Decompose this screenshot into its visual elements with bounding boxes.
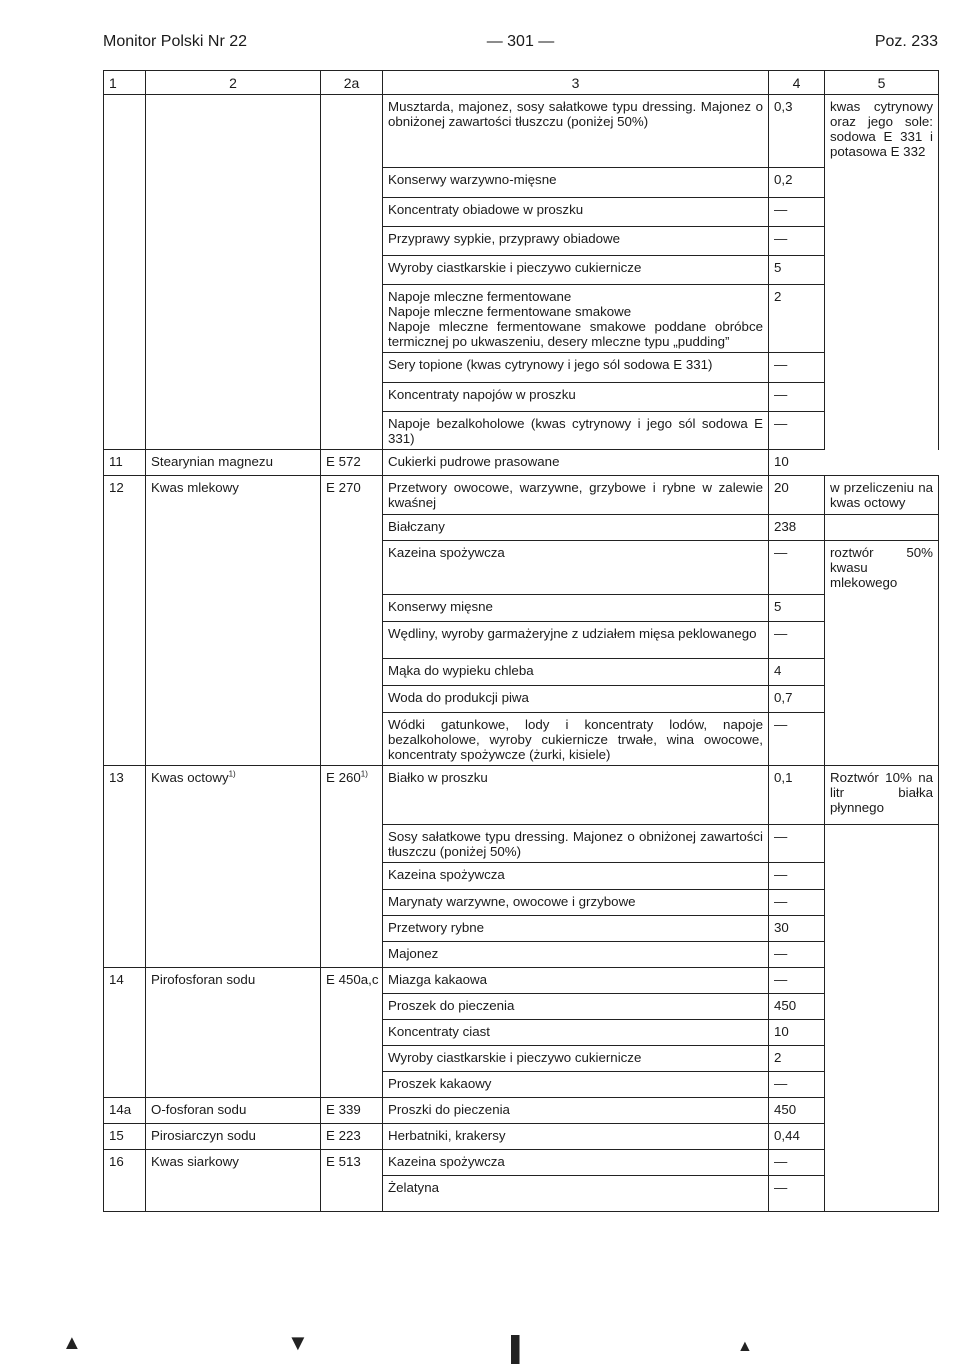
- product-group: Wędliny, wyroby garmażeryjne z udziałem mięsa peklowanego: [383, 622, 769, 659]
- e-code: [321, 1124, 383, 1150]
- column-header-row: [104, 71, 939, 95]
- additive-number: [104, 95, 146, 450]
- product-group: Herbatniki, krakersy: [383, 1124, 769, 1150]
- max-concentration: 0,3: [769, 95, 825, 168]
- max-concentration: 450: [769, 1098, 825, 1124]
- max-concentration: 2: [769, 1046, 825, 1072]
- max-concentration: —: [769, 622, 825, 659]
- additive-number: 13: [104, 766, 146, 968]
- max-concentration: —: [769, 383, 825, 412]
- product-group: Białko w proszku: [383, 766, 769, 825]
- e-code: [321, 1098, 383, 1124]
- product-group: Przetwory owocowe, warzywne, grzybowe i rybne w zalewie kwaśnej: [383, 476, 769, 515]
- product-group: Cukierki pudrowe prasowane: [383, 450, 769, 476]
- product-group: Koncentraty ciast: [383, 1020, 769, 1046]
- additive-number: 14a: [104, 1098, 146, 1124]
- additive-number: 16: [104, 1150, 146, 1212]
- max-concentration: —: [769, 412, 825, 450]
- additive-number: 14: [104, 968, 146, 1098]
- column-header: 2: [146, 71, 321, 95]
- product-group: Żelatyna: [383, 1176, 769, 1212]
- product-group: Wyroby ciastkarskie i pieczywo cukiernicze: [383, 1046, 769, 1072]
- max-concentration: —: [769, 1176, 825, 1212]
- publication-title: Monitor Polski Nr 22: [103, 33, 248, 50]
- column-header: 5: [825, 71, 939, 95]
- max-concentration: 5: [769, 595, 825, 622]
- table-row: [104, 476, 939, 515]
- footnote-ref: 1): [360, 769, 368, 779]
- product-group: Mąka do wypieku chleba: [383, 659, 769, 686]
- scan-mark: ▲: [737, 1338, 753, 1355]
- max-concentration: 0,7: [769, 686, 825, 713]
- product-group: Wódki gatunkowe, lody i koncentraty lodów, napoje bezalkoholowe, wyroby cukiernicze trwałe, wina owocowe, koncentraty spożywcze (żurki, kisiele): [383, 713, 769, 766]
- product-group: Konserwy warzywno-mięsne: [383, 168, 769, 198]
- remarks: Roztwór 10% na litr białka płynnego: [825, 766, 939, 825]
- additive-number: 15: [104, 1124, 146, 1150]
- max-concentration: —: [769, 1072, 825, 1098]
- column-header: 1: [104, 71, 146, 95]
- e-code-text: E 450a,c: [326, 972, 379, 987]
- product-group: Koncentraty napojów w proszku: [383, 383, 769, 412]
- additive-name: [146, 1124, 321, 1150]
- product-group: Sery topione (kwas cytrynowy i jego sól sodowa E 331): [383, 353, 769, 383]
- scan-mark: ▲: [62, 1332, 82, 1354]
- e-code-text: E 223: [326, 1128, 361, 1143]
- max-concentration: —: [769, 890, 825, 916]
- max-concentration: —: [769, 825, 825, 863]
- product-group: Woda do produkcji piwa: [383, 686, 769, 713]
- table-row: [104, 1124, 939, 1150]
- product-group: Przyprawy sypkie, przyprawy obiadowe: [383, 227, 769, 256]
- table-row: [104, 1150, 939, 1176]
- additive-name: [146, 968, 321, 1098]
- additive-name: [146, 476, 321, 766]
- table-row: [104, 1098, 939, 1124]
- max-concentration: 0,1: [769, 766, 825, 825]
- page-header: [103, 30, 938, 56]
- max-concentration: 5: [769, 256, 825, 285]
- additives-table: [103, 70, 939, 1212]
- product-group: Miazga kakaowa: [383, 968, 769, 994]
- additive-name: [146, 1150, 321, 1212]
- max-concentration: —: [769, 353, 825, 383]
- max-concentration: 20: [769, 476, 825, 515]
- e-code-text: E 513: [326, 1154, 361, 1169]
- max-concentration: —: [769, 198, 825, 227]
- max-concentration: 450: [769, 994, 825, 1020]
- product-group: Majonez: [383, 942, 769, 968]
- product-group: Przetwory rybne: [383, 916, 769, 942]
- product-group: Proszek do pieczenia: [383, 994, 769, 1020]
- product-group: Kazeina spożywcza: [383, 1150, 769, 1176]
- table-row: [104, 95, 939, 168]
- product-group: Napoje bezalkoholowe (kwas cytrynowy i jego sól sodowa E 331): [383, 412, 769, 450]
- additive-name-text: Kwas siarkowy: [151, 1154, 239, 1169]
- additive-name: [146, 95, 321, 450]
- max-concentration: 10: [769, 1020, 825, 1046]
- table-row: [104, 450, 939, 476]
- product-group: Konserwy mięsne: [383, 595, 769, 622]
- column-header: 2a: [321, 71, 383, 95]
- product-group: Marynaty warzywne, owocowe i grzybowe: [383, 890, 769, 916]
- remarks: w przeliczeniu na kwas octowy: [825, 476, 939, 515]
- additive-name-text: Kwas mlekowy: [151, 480, 239, 495]
- additive-name: [146, 450, 321, 476]
- remarks: roztwór 50% kwasu mlekowego: [825, 541, 939, 766]
- product-group: Sosy sałatkowe typu dressing. Majonez o obniżonej zawartości tłuszczu (poniżej 50%): [383, 825, 769, 863]
- max-concentration: —: [769, 541, 825, 595]
- max-concentration: —: [769, 863, 825, 890]
- additive-name: [146, 766, 321, 968]
- e-code: [321, 95, 383, 450]
- e-code: [321, 476, 383, 766]
- e-code-text: E 572: [326, 454, 361, 469]
- additive-name-text: Stearynian magnezu: [151, 454, 273, 469]
- max-concentration: 2: [769, 285, 825, 353]
- additive-number: 11: [104, 450, 146, 476]
- e-code-text: E 339: [326, 1102, 361, 1117]
- e-code-text: E 270: [326, 480, 361, 495]
- max-concentration: 0,44: [769, 1124, 825, 1150]
- e-code: [321, 766, 383, 968]
- table-row: [104, 968, 939, 994]
- product-group: Koncentraty obiadowe w proszku: [383, 198, 769, 227]
- product-group: Proszki do pieczenia: [383, 1098, 769, 1124]
- max-concentration: 30: [769, 916, 825, 942]
- table-row: [104, 766, 939, 825]
- additive-name-text: Pirofosforan sodu: [151, 972, 256, 987]
- e-code: [321, 450, 383, 476]
- product-group: Musztarda, majonez, sosy sałatkowe typu dressing. Majonez o obniżonej zawartości tłuszczu (poniżej 50%): [383, 95, 769, 168]
- footnote-ref: 1): [228, 769, 236, 779]
- page-number: — 301 —: [486, 33, 555, 50]
- remarks: [825, 825, 939, 1212]
- max-concentration: 238: [769, 515, 825, 541]
- e-code: [321, 968, 383, 1098]
- max-concentration: —: [769, 942, 825, 968]
- product-group: Napoje mleczne fermentowane Napoje mleczne fermentowane smakowe Napoje mleczne fermentowane smakowe poddane obróbce termicznej po ukwaszeniu, desery mleczne typu „pudding”: [383, 285, 769, 353]
- remarks: kwas cytrynowy oraz jego sole: sodowa E 331 i potasowa E 332: [825, 95, 939, 450]
- additive-name-text: Pirosiarczyn sodu: [151, 1128, 256, 1143]
- product-group: Białczany: [383, 515, 769, 541]
- e-code: [321, 1150, 383, 1212]
- position-number: Poz. 233: [874, 33, 938, 50]
- max-concentration: —: [769, 968, 825, 994]
- additive-number: 12: [104, 476, 146, 766]
- column-header: 4: [769, 71, 825, 95]
- product-group: Wyroby ciastkarskie i pieczywo cukiernicze: [383, 256, 769, 285]
- max-concentration: —: [769, 713, 825, 766]
- additive-name-text: O-fosforan sodu: [151, 1102, 247, 1117]
- scan-mark: ▼: [287, 1330, 309, 1355]
- max-concentration: —: [769, 227, 825, 256]
- column-header: 3: [383, 71, 769, 95]
- max-concentration: —: [769, 1150, 825, 1176]
- product-group: Proszek kakaowy: [383, 1072, 769, 1098]
- additive-name-text: Kwas octowy: [151, 770, 229, 785]
- max-concentration: 4: [769, 659, 825, 686]
- remarks: [825, 515, 939, 541]
- product-group: Kazeina spożywcza: [383, 863, 769, 890]
- scan-mark: ▌: [511, 1336, 529, 1363]
- e-code-text: E 260: [326, 770, 361, 785]
- product-group: Kazeina spożywcza: [383, 541, 769, 595]
- max-concentration: 10: [769, 450, 825, 476]
- additive-name: [146, 1098, 321, 1124]
- max-concentration: 0,2: [769, 168, 825, 198]
